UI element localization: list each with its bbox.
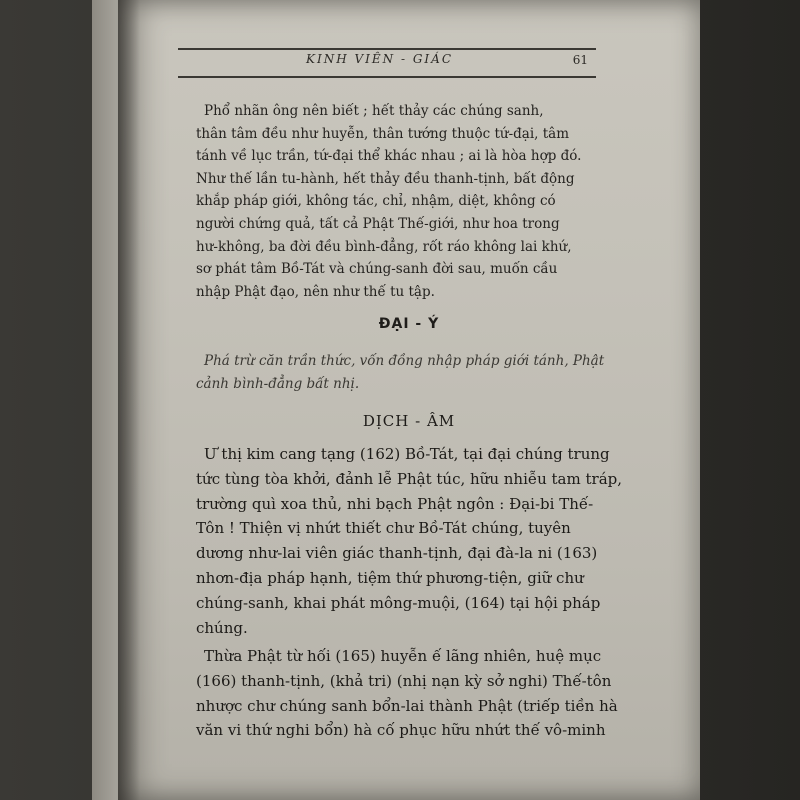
text-line: chúng-sanh, khai phát mông-muội, (164) tại hội pháp (196, 593, 601, 612)
text-line: Thừa Phật từ hối (165) huyễn ế lãng nhiên, huệ mục (204, 647, 602, 665)
text-line: văn vi thứ nghi bổn) hà cố phục hữu nhứt thế vô-minh (196, 721, 606, 740)
section-heading-dich-am: DỊCH - ÂM (362, 412, 456, 430)
text-line: thân tâm đều như huyễn, thân tướng thuộc tứ-đại, tâm (196, 125, 569, 142)
text-line: (166) thanh-tịnh, (khả tri) (nhị nạn kỳ sở nghi) Thế-tôn (196, 671, 612, 690)
paragraph-3 (196, 442, 636, 640)
text-line: dương như-lai viên giác thanh-tịnh, đại đà-la ni (163) (196, 544, 598, 563)
text-line: Như thế lần tu-hành, hết thảy đều thanh-tịnh, bất động (196, 170, 575, 187)
text-line: Tôn ! Thiện vị nhứt thiết chư Bồ-Tát chúng, tuyên (196, 519, 571, 538)
text-line: Phổ nhãn ông nên biết ; hết thảy các chúng sanh, (204, 103, 544, 119)
paragraph-2 (196, 350, 636, 395)
text-line: tánh về lục trần, tứ-đại thể khác nhau ; ai là hòa hợp đó. (196, 148, 582, 165)
running-title: KINH VIÊN - GIÁC (306, 52, 454, 66)
text-line: khắp pháp giới, không tác, chỉ, nhậm, diệt, không có (196, 193, 556, 210)
paragraph-4 (196, 644, 636, 743)
paragraph-1 (196, 100, 636, 303)
text-line: cảnh bình-đẳng bất nhị. (196, 375, 360, 392)
binding-shadow (118, 0, 140, 800)
page-header (178, 48, 596, 82)
text-line: chúng. (196, 618, 248, 637)
text-line: Ư thị kim cang tạng (162) Bồ-Tát, tại đại chúng trung (204, 445, 610, 463)
text-line: nhơn-địa pháp hạnh, tiệm thứ phương-tiện, giữ chư (196, 568, 584, 587)
text-line: nhược chư chúng sanh bổn-lai thành Phật (triếp tiền hà (196, 696, 618, 715)
text-line: người chứng quả, tất cả Phật Thế-giới, như hoa trong (196, 215, 560, 232)
text-line: tức tùng tòa khởi, đảnh lễ Phật túc, hữu nhiễu tam tráp, (196, 469, 623, 488)
header-rule-top (178, 48, 596, 50)
section-heading-dai-y: ĐẠI - Ý (378, 316, 440, 332)
text-line: trường quì xoa thủ, nhi bạch Phật ngôn : Đại-bi Thế- (196, 494, 594, 513)
header-rule-bottom (178, 76, 596, 78)
text-line: nhập Phật đạo, nên như thế tu tập. (196, 283, 435, 300)
page-number: 61 (572, 53, 588, 67)
text-line: sơ phát tâm Bồ-Tát và chúng-sanh đời sau, muốn cầu (196, 261, 558, 278)
text-line: Phá trừ căn trần thức, vốn đồng nhập pháp giới tánh, Phật (204, 353, 605, 369)
text-line: hư-không, ba đời đều bình-đẳng, rốt ráo không lai khứ, (196, 238, 572, 255)
